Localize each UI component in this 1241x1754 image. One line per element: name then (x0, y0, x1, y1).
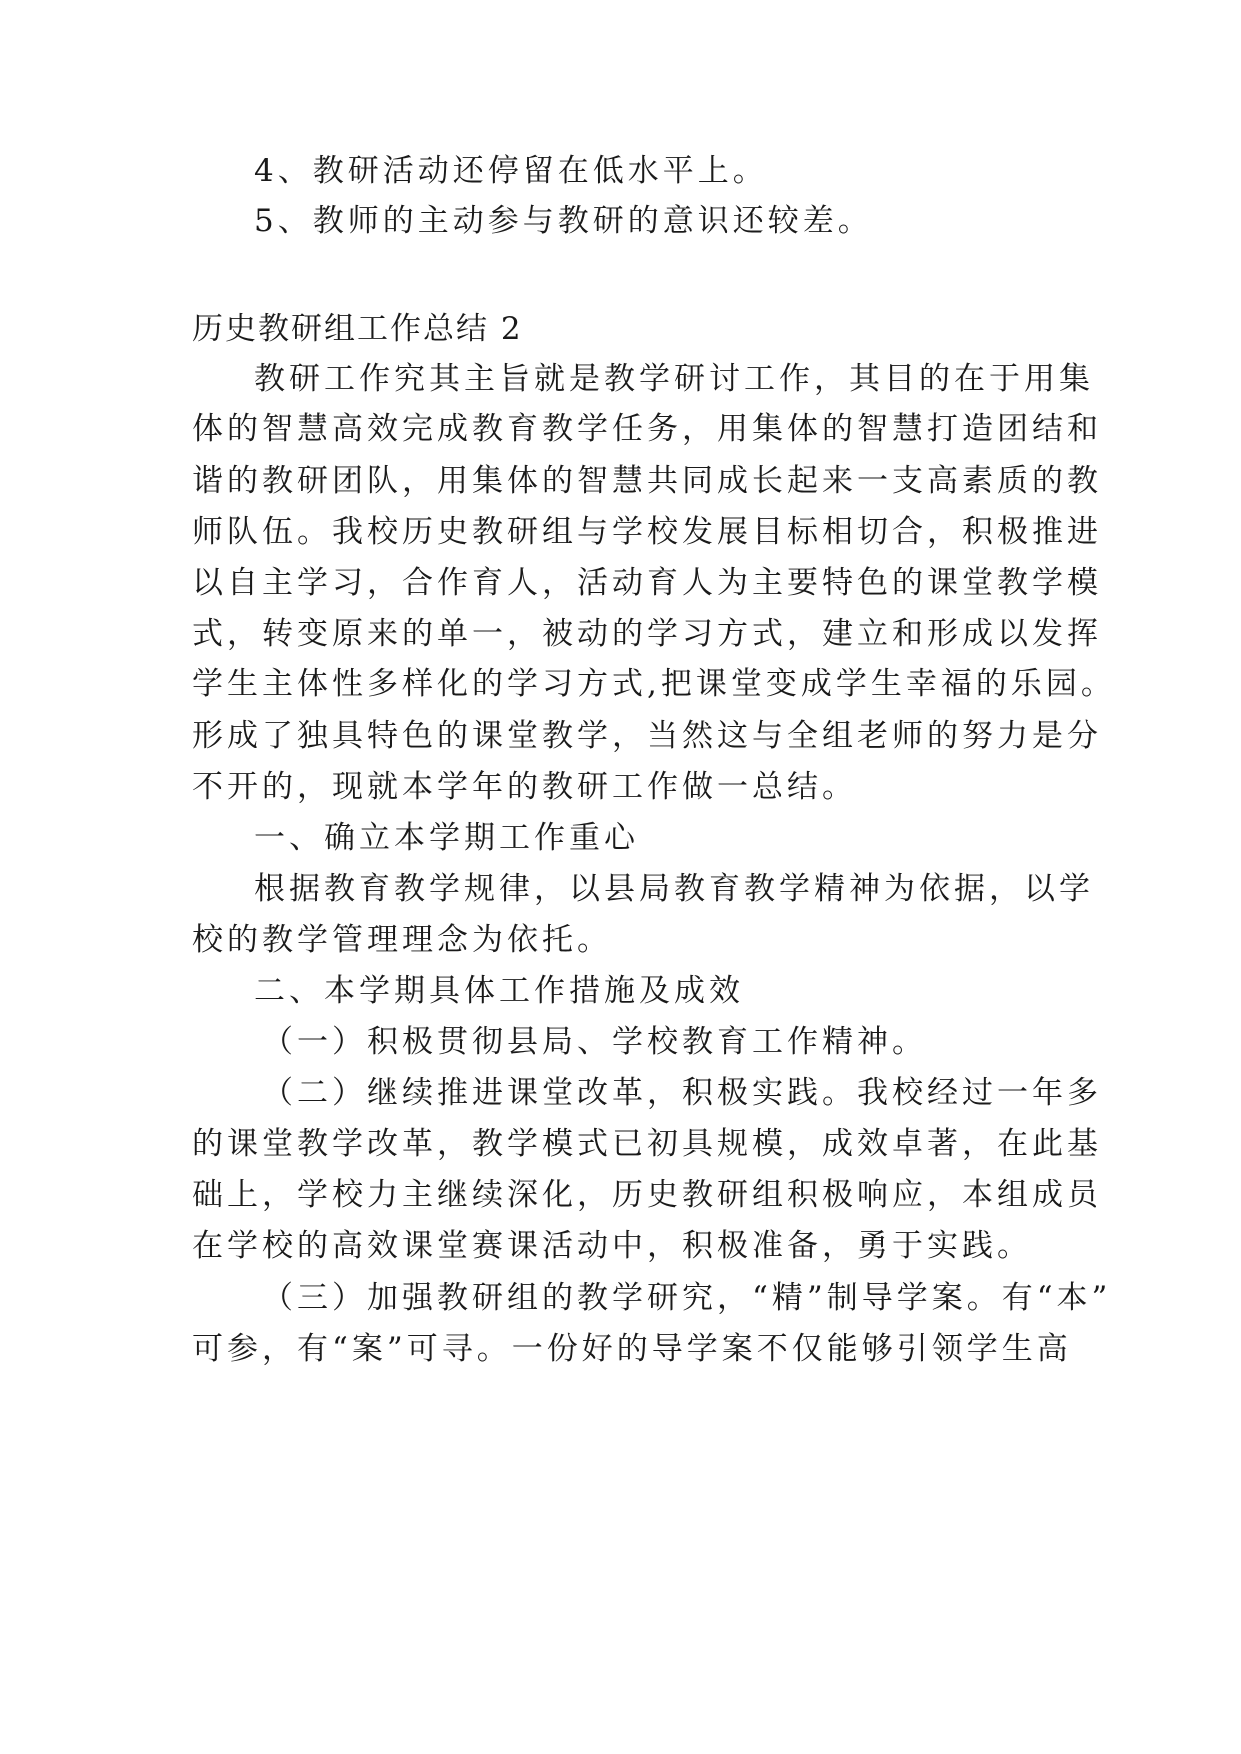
paragraph-line: 形成了独具特色的课堂教学，当然这与全组老师的努力是分 (192, 718, 1102, 754)
paragraph-line: 的课堂教学改革，教学模式已初具规模，成效卓著，在此基 (192, 1126, 1102, 1162)
paragraph-line: 可参，有“案”可寻。一份好的导学案不仅能够引领学生高 (192, 1331, 1072, 1367)
section-heading: 二、本学期具体工作措施及成效 (254, 973, 744, 1009)
list-item: 5、教师的主动参与教研的意识还较差。 (254, 203, 873, 239)
paragraph-line: （三）加强教研组的教学研究，“精”制导学案。有“本” (262, 1280, 1112, 1316)
paragraph-line: 式，转变原来的单一，被动的学习方式，建立和形成以发挥 (192, 616, 1102, 652)
paragraph-line: 以自主学习，合作育人，活动育人为主要特色的课堂教学模 (192, 565, 1102, 601)
subsection-heading: （一）积极贯彻县局、学校教育工作精神。 (262, 1024, 927, 1060)
paragraph-line: 在学校的高效课堂赛课活动中，积极准备，勇于实践。 (192, 1228, 1032, 1264)
paragraph-line: 教研工作究其主旨就是教学研讨工作，其目的在于用集 (254, 361, 1094, 397)
paragraph-line: 体的智慧高效完成教育教学任务，用集体的智慧打造团结和 (192, 411, 1102, 447)
section-title: 历史教研组工作总结 2 (192, 311, 523, 347)
paragraph-line: 谐的教研团队，用集体的智慧共同成长起来一支高素质的教 (192, 463, 1102, 499)
paragraph-line: 师队伍。我校历史教研组与学校发展目标相切合，积极推进 (192, 514, 1102, 550)
paragraph-line: （二）继续推进课堂改革，积极实践。我校经过一年多 (262, 1075, 1102, 1111)
paragraph-line: 不开的，现就本学年的教研工作做一总结。 (192, 769, 857, 805)
paragraph-line: 根据教育教学规律，以县局教育教学精神为依据，以学 (254, 871, 1094, 907)
paragraph-line: 校的教学管理理念为依托。 (192, 922, 612, 958)
section-heading: 一、确立本学期工作重心 (254, 820, 639, 856)
paragraph-line: 学生主体性多样化的学习方式,把课堂变成学生幸福的乐园。 (192, 666, 1116, 702)
list-item: 4、教研活动还停留在低水平上。 (254, 153, 768, 189)
paragraph-line: 础上，学校力主继续深化，历史教研组积极响应，本组成员 (192, 1177, 1102, 1213)
